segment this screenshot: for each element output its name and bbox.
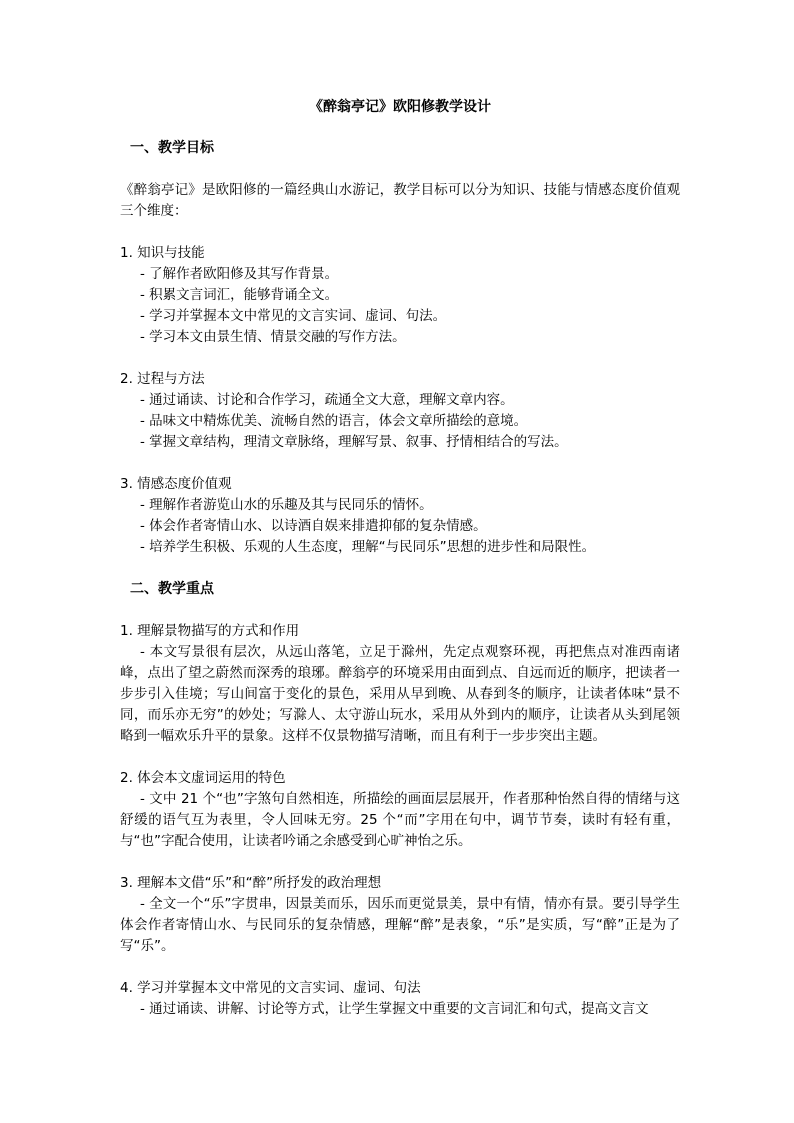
goal-bullet: - 积累文言词汇，能够背诵全文。 (140, 287, 339, 303)
key-point-title: 1. 理解景物描写的方式和作用 (120, 623, 300, 639)
key-point-body: - 全文一个“乐”字贯串，因景美而乐，因乐而更觉景美，景中有情，情亦有景。要引导学生体会作者寄情山水、与民同乐的复杂情感，理解“醉”是表象，“乐”是实质，写“醉”正是为了写“乐”。 (120, 896, 680, 954)
key-point-title: 2. 体会本文虚词运用的特色 (120, 770, 286, 786)
goal-bullet: - 学习本文由景生情、情景交融的写作方法。 (140, 329, 406, 345)
key-point-body: - 通过诵读、讲解、讨论等方式，让学生掌握文中重要的文言词汇和句式，提高文言文 (140, 1001, 649, 1017)
goal-bullet: - 了解作者欧阳修及其写作背景。 (140, 266, 339, 282)
intro-paragraph: 《醉翁亭记》是欧阳修的一篇经典山水游记，教学目标可以分为知识、技能与情感态度价值观三个维度： (120, 182, 680, 219)
key-point-title: 3. 理解本文借“乐”和“醉”所抒发的政治理想 (120, 875, 382, 891)
key-point-block (120, 621, 680, 747)
document-title: 《醉翁亭记》欧阳修教学设计 (309, 99, 491, 115)
goal-bullet: - 理解作者游览山水的乐趣及其与民同乐的情怀。 (140, 497, 433, 513)
key-point-title: 4. 学习并掌握本文中常见的文言实词、虚词、句法 (120, 980, 421, 996)
goal-block-knowledge (120, 243, 680, 348)
key-point-block (120, 873, 680, 957)
goal-bullet: - 体会作者寄情山水、以诗酒自娱来排遣抑郁的复杂情感。 (140, 518, 487, 534)
goal-title: 3. 情感态度价值观 (120, 476, 232, 492)
key-point-body: - 文中 21 个“也”字煞句自然相连，所描绘的画面层层展开，作者那种怡然自得的情绪与这舒缓的语气互为表里，令人回味无穷。25 个“而”字用在句中，调节节奏，读时有轻有重，与“也”字配合使用，让读者吟诵之余感受到心旷神怡之乐。 (120, 791, 680, 849)
key-point-block (120, 978, 680, 1020)
goal-bullet: - 学习并掌握本文中常见的文言实词、虚词、句法。 (140, 308, 447, 324)
key-point-body: - 本文写景很有层次，从远山落笔，立足于滁州，先定点观察环视，再把焦点对准西南诸峰，点出了望之蔚然而深秀的琅琊。醉翁亭的环境采用由面到点、自远而近的顺序，把读者一步步引入佳境；写山间富于变化的景色，采用从早到晚、从春到冬的顺序，让读者体味“景不同，而乐亦无穷”的妙处；写滁人、太守游山玩水，采用从外到内的顺序，让读者从头到尾领略到一幅欢乐升平的景象。这样不仅景物描写清晰，而且有利于一步步突出主题。 (120, 644, 680, 744)
document-content (120, 97, 680, 1041)
goal-title: 2. 过程与方法 (120, 371, 205, 387)
goal-bullet: - 掌握文章结构，理清文章脉络，理解写景、叙事、抒情相结合的写法。 (140, 434, 568, 450)
section-heading-teaching-goals: 一、教学目标 (130, 140, 214, 156)
goal-bullet: - 品味文中精炼优美、流畅自然的语言，体会文章所描绘的意境。 (140, 413, 528, 429)
key-point-block (120, 768, 680, 852)
goal-block-values (120, 474, 680, 558)
goal-title: 1. 知识与技能 (120, 245, 205, 261)
goal-block-process (120, 369, 680, 453)
section-heading-key-points: 二、教学重点 (130, 581, 214, 597)
goal-bullet: - 通过诵读、讨论和合作学习，疏通全文大意，理解文章内容。 (140, 392, 514, 408)
goal-bullet: - 培养学生积极、乐观的人生态度，理解“与民同乐”思想的进步性和局限性。 (140, 539, 596, 555)
